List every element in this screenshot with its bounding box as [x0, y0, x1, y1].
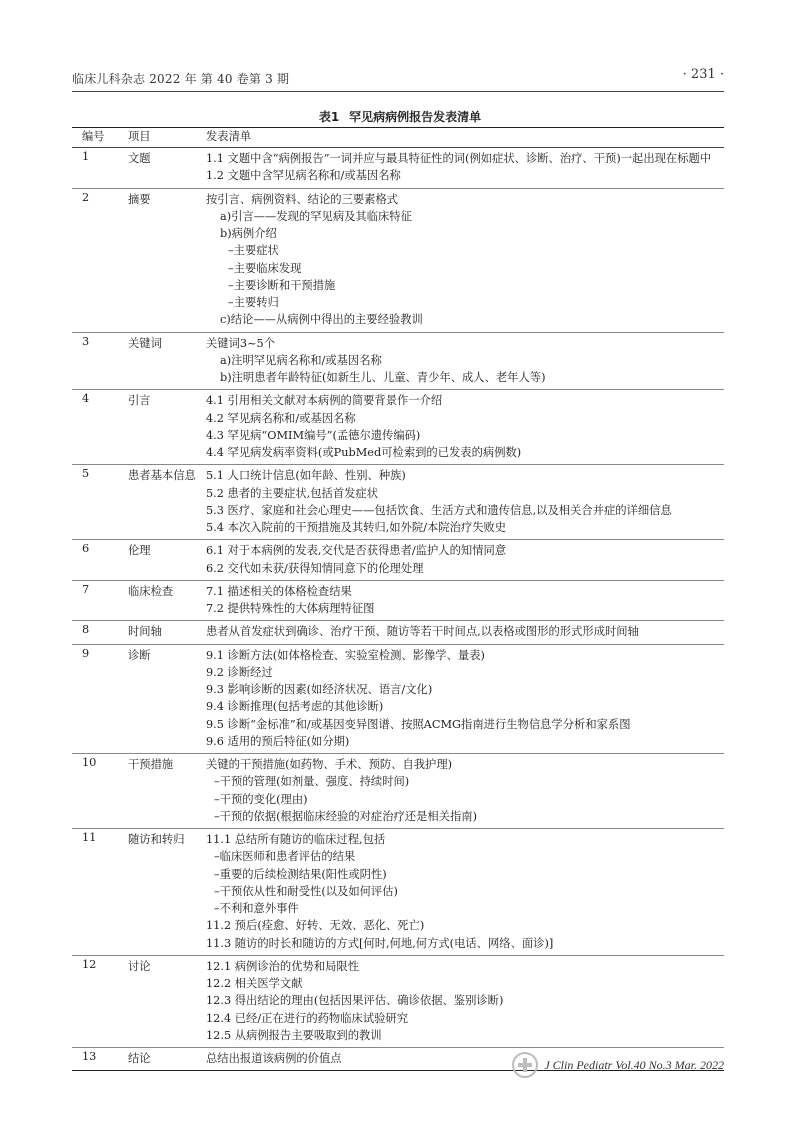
checklist-line: 4.3 罕见病“OMIM编号”(孟德尔遗传编码): [206, 428, 421, 442]
row-checklist: [206, 644, 724, 754]
row-item: 引言: [128, 390, 206, 465]
table-row: [72, 188, 724, 332]
row-number: 3: [72, 332, 128, 390]
checklist-line: b)注明患者年龄特征(如新生儿、儿童、青少年、成人、老年人等): [220, 371, 546, 384]
checklist-line: 7.1 描述相关的体格检查结果: [206, 584, 352, 598]
checklist-line: –干预依从性和耐受性(以及如何评估): [214, 884, 398, 898]
row-item: 关键词: [128, 332, 206, 390]
row-checklist: [206, 580, 724, 621]
checklist-line: 5.1 人口统计信息(如年龄、性别、种族): [206, 469, 406, 483]
row-checklist: [206, 188, 724, 332]
checklist-line: –主要症状: [228, 244, 279, 258]
row-checklist: [206, 465, 724, 540]
row-item: 时间轴: [128, 621, 206, 644]
row-checklist: [206, 540, 724, 581]
column-header-number: 编号: [72, 128, 128, 148]
row-item: 诊断: [128, 644, 206, 754]
row-number: 12: [72, 955, 128, 1047]
checklist-line: 12.4 已经/正在进行的药物临床试验研究: [206, 1011, 409, 1025]
row-number: 9: [72, 644, 128, 754]
table-body: [72, 148, 724, 1071]
checklist-line: 关键词3~5个: [206, 336, 276, 350]
column-header-checklist: 发表清单: [206, 128, 724, 148]
checklist-line: –干预的依据(根据临床经验的对症治疗还是相关指南): [214, 809, 477, 823]
checklist-line: –干预的变化(理由): [214, 792, 308, 806]
checklist-line: 6.2 交代如未获/获得知情同意下的伦理处理: [206, 561, 424, 575]
row-checklist: [206, 754, 724, 829]
page-number: · 231 ·: [682, 67, 724, 82]
row-item: 摘要: [128, 188, 206, 332]
checklist-line: 9.3 影响诊断的因素(如经济状况、语言/文化): [206, 683, 433, 696]
row-number: 11: [72, 829, 128, 956]
checklist-line: 9.4 诊断推理(包括考虑的其他诊断): [206, 700, 384, 714]
checklist-line: –临床医师和患者评估的结果: [214, 850, 356, 864]
row-number: 2: [72, 188, 128, 332]
row-item: 文题: [128, 148, 206, 189]
row-number: 7: [72, 580, 128, 621]
table-row: [72, 332, 724, 390]
checklist-line: –干预的管理(如剂量、强度、持续时间): [214, 775, 410, 789]
row-item: 随访和转归: [128, 829, 206, 956]
checklist-line: 4.2 罕见病名称和/或基因名称: [206, 411, 356, 425]
checklist-line: 11.3 随访的时长和随访的方式[何时,何地,何方式(电话、网络、面诊)]: [206, 936, 554, 950]
row-number: 4: [72, 390, 128, 465]
checklist-line: 4.4 罕见病发病率资料(或PubMed可检索到的已发表的病例数): [206, 446, 522, 459]
checklist-line: 6.1 对于本病例的发表,交代是否获得患者/监护人的知情同意: [206, 544, 507, 558]
checklist-line: a)注明罕见病名称和/或基因名称: [220, 353, 382, 367]
checklist-line: 9.2 诊断经过: [206, 665, 273, 679]
checklist-line: b)病例介绍: [220, 227, 277, 240]
checklist-line: 按引言、病例资料、结论的三要素格式: [206, 192, 399, 206]
column-header-item: 项目: [128, 128, 206, 148]
table-row: [72, 754, 724, 829]
checklist-line: 4.1 引用相关文献对本病例的简要背景作一介绍: [206, 394, 443, 408]
checklist-line: 12.1 病例诊治的优势和局限性: [206, 959, 360, 973]
table-row: [72, 829, 724, 956]
row-checklist: [206, 390, 724, 465]
checklist-line: 7.2 提供特殊性的大体病理特征图: [206, 602, 375, 615]
row-item: 临床检查: [128, 580, 206, 621]
table-caption: [0, 108, 800, 125]
row-number: 5: [72, 465, 128, 540]
checklist-line: 患者从首发症状到确诊、治疗干预、随访等若干时间点,以表格或图形的形式形成时间轴: [206, 625, 639, 639]
row-checklist: [206, 332, 724, 390]
checklist-line: 12.2 相关医学文献: [206, 977, 303, 990]
header-rule: [72, 91, 724, 92]
checklist-line: 关键的干预措施(如药物、手术、预防、自我护理): [206, 758, 453, 771]
table-row: [72, 621, 724, 644]
checklist-line: 9.6 适用的预后特征(如分期): [206, 734, 350, 748]
row-checklist: [206, 955, 724, 1047]
checklist-line: 11.2 预后(痊愈、好转、无效、恶化、死亡): [206, 919, 425, 933]
table-number: 表1: [318, 110, 340, 124]
checklist-line: 11.1 总结所有随访的临床过程,包括: [206, 833, 386, 846]
table-header-row: [72, 128, 724, 148]
row-item: 结论: [128, 1048, 206, 1071]
checklist-line: 9.5 诊断“金标准”和/或基因变异图谱、按照ACMG指南进行生物信息学分析和家系图: [206, 717, 631, 731]
row-checklist: [206, 148, 724, 189]
table-row: [72, 540, 724, 581]
row-item: 患者基本信息: [128, 465, 206, 540]
row-checklist: [206, 621, 724, 644]
row-item: 伦理: [128, 540, 206, 581]
row-item: 干预措施: [128, 754, 206, 829]
checklist-line: 5.2 患者的主要症状,包括首发症状: [206, 486, 379, 500]
table-row: [72, 955, 724, 1047]
table-row: [72, 580, 724, 621]
row-item: 讨论: [128, 955, 206, 1047]
checklist-line: 12.5 从病例报告主要吸取到的教训: [206, 1028, 382, 1042]
checklist-line: –主要诊断和干预措施: [228, 278, 336, 292]
row-checklist: [206, 829, 724, 956]
checklist-line: c)结论——从病例中得出的主要经验教训: [220, 313, 423, 327]
journal-cross-logo-icon: [512, 1052, 538, 1078]
table-row: [72, 148, 724, 189]
table-row: [72, 644, 724, 754]
checklist-line: 9.1 诊断方法(如体格检查、实验室检测、影像学、量表): [206, 648, 485, 662]
row-number: 1: [72, 148, 128, 189]
checklist-line: –主要转归: [228, 296, 279, 309]
checklist-line: 5.3 医疗、家庭和社会心理史——包括饮食、生活方式和遗传信息,以及相关合并症的详细信息: [206, 503, 672, 517]
row-number: 8: [72, 621, 128, 644]
row-number: 13: [72, 1048, 128, 1071]
checklist-line: a)引言——发现的罕见病及其临床特征: [220, 209, 412, 223]
row-number: 10: [72, 754, 128, 829]
footer-citation: J Clin Pediatr Vol.40 No.3 Mar. 2022: [544, 1057, 724, 1072]
table-row: [72, 465, 724, 540]
footer: [512, 1052, 724, 1078]
checklist-line: –主要临床发现: [228, 261, 302, 275]
table-row: [72, 390, 724, 465]
row-number: 6: [72, 540, 128, 581]
checklist-line: 12.3 得出结论的理由(包括因果评估、确诊依据、鉴别诊断): [206, 994, 504, 1008]
checklist-line: 总结出报道该病例的价值点: [206, 1052, 342, 1065]
checklist-line: 1.2 文题中含罕见病名称和/或基因名称: [206, 169, 401, 183]
table-title: 罕见病病例报告发表清单: [349, 110, 482, 124]
journal-header: 临床儿科杂志 2022 年 第 40 卷第 3 期: [72, 72, 290, 86]
checklist-line: 5.4 本次入院前的干预措施及其转归,如外院/本院治疗失败史: [206, 521, 507, 534]
checklist-line: –不利和意外事件: [214, 902, 299, 915]
checklist-table: [72, 127, 724, 1071]
checklist-line: –重要的后续检测结果(阳性或阴性): [214, 867, 387, 881]
checklist-line: 1.1 文题中含“病例报告”一词并应与最具特征性的词(例如症状、诊断、治疗、干预)一起出现在标题中: [206, 152, 712, 165]
